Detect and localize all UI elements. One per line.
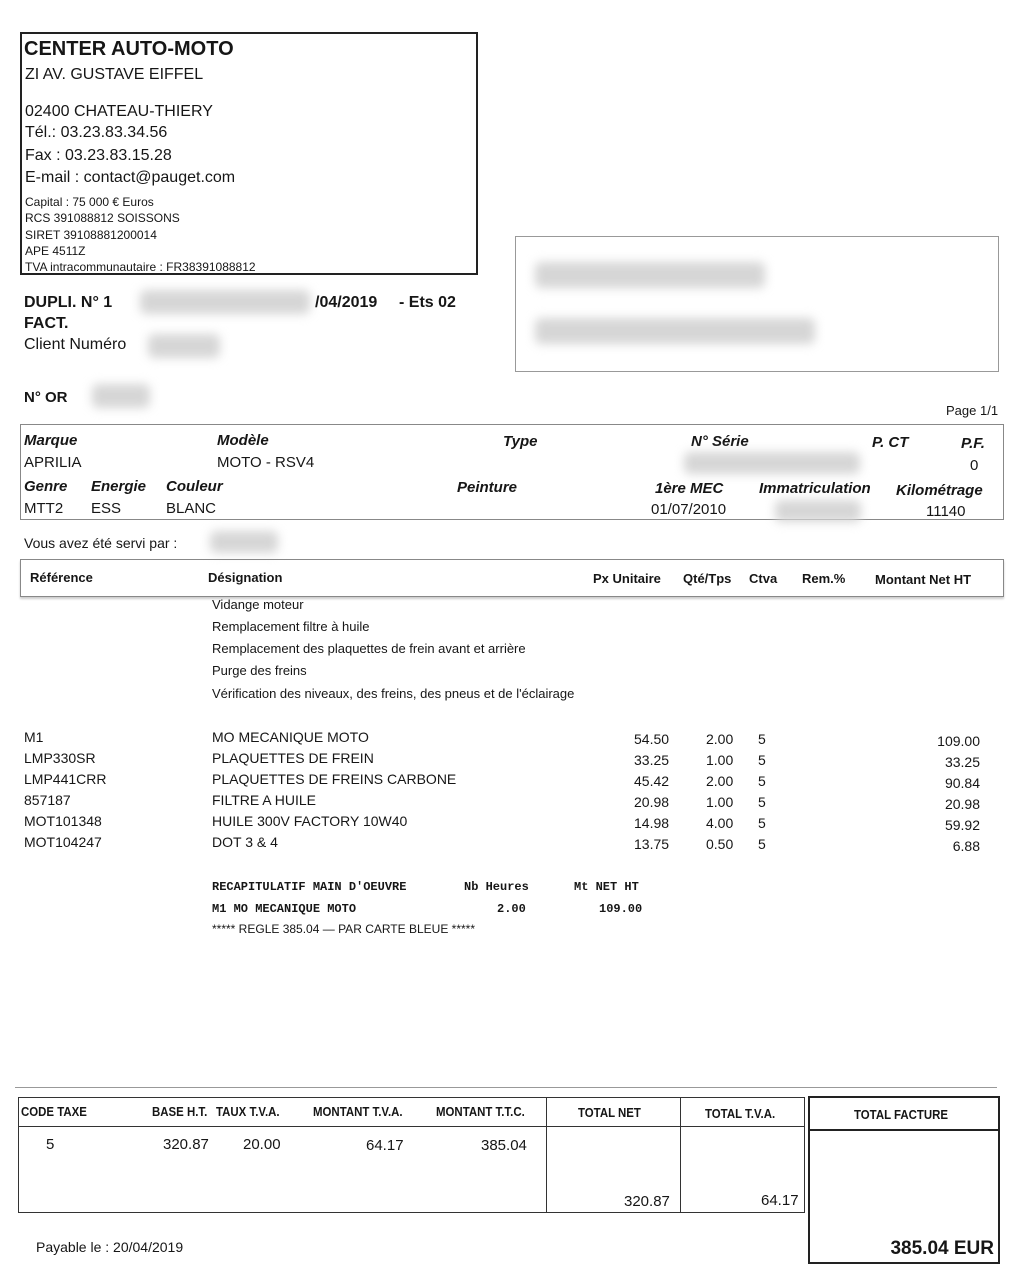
work-line: Remplacement des plaquettes de frein avant et arrière	[212, 641, 526, 656]
item-qte: 2.00	[706, 731, 734, 747]
company-ape: APE 4511Z	[25, 244, 86, 258]
label-base-ht: BASE H.T.	[152, 1104, 208, 1119]
item-ref: 857187	[24, 792, 71, 808]
item-montant: 109.00	[937, 733, 980, 749]
item-montant: 20.98	[944, 796, 980, 812]
label-immat: Immatriculation	[759, 480, 871, 497]
label-total-facture: TOTAL FACTURE	[854, 1107, 949, 1122]
value-base-ht: 320.87	[163, 1136, 209, 1153]
item-qte: 1.00	[706, 752, 734, 768]
header-rem: Rem.%	[802, 571, 846, 586]
label-couleur: Couleur	[166, 478, 223, 495]
recap-line-label: M1 MO MECANIQUE MOTO	[212, 902, 357, 916]
item-ctva: 5	[758, 773, 766, 789]
item-ref: M1	[24, 729, 44, 745]
establishment: - Ets 02	[399, 294, 456, 311]
label-genre: Genre	[24, 478, 68, 495]
item-montant: 6.88	[952, 838, 980, 854]
label-modele: Modèle	[217, 432, 269, 449]
redacted-address-line	[535, 318, 815, 344]
header-px-unitaire: Px Unitaire	[593, 571, 661, 586]
divider	[15, 1087, 997, 1088]
recap-line-mt: 109.00	[599, 902, 643, 916]
company-rcs: RCS 391088812 SOISSONS	[25, 211, 180, 225]
divider	[680, 1097, 681, 1213]
redacted-or-number	[92, 384, 150, 408]
item-px: 54.50	[634, 731, 670, 747]
redacted-registration	[775, 500, 861, 522]
item-ctva: 5	[758, 752, 766, 768]
item-ref: MOT104247	[24, 834, 102, 850]
label-type: Type	[503, 433, 538, 450]
item-qte: 4.00	[706, 815, 734, 831]
company-address-2: 02400 CHATEAU-THIERY	[25, 103, 213, 120]
dupli-number: DUPLI. N° 1	[24, 294, 113, 311]
company-email: E-mail : contact@pauget.com	[25, 169, 236, 186]
label-km: Kilométrage	[896, 482, 983, 499]
recap-mt-label: Mt NET HT	[574, 880, 639, 894]
value-montant-tva: 64.17	[366, 1137, 404, 1154]
label-peinture: Peinture	[457, 479, 518, 496]
payable-date: Payable le : 20/04/2019	[36, 1239, 184, 1255]
items-table-header	[20, 559, 1004, 597]
value-taux-tva: 20.00	[243, 1136, 281, 1153]
item-qte: 1.00	[706, 794, 734, 810]
item-ctva: 5	[758, 731, 766, 747]
header-ctva: Ctva	[749, 571, 778, 586]
label-total-net: TOTAL NET	[578, 1105, 641, 1120]
tax-summary-table	[18, 1097, 805, 1213]
label-total-tva: TOTAL T.V.A.	[705, 1106, 776, 1121]
or-label: N° OR	[24, 389, 68, 406]
divider	[18, 1126, 805, 1127]
recipient-address-box	[515, 236, 999, 372]
label-pct: P. CT	[872, 434, 909, 451]
recap-title: RECAPITULATIF MAIN D'OEUVRE	[212, 880, 407, 894]
item-ctva: 5	[758, 836, 766, 852]
company-capital: Capital : 75 000 € Euros	[25, 195, 154, 209]
work-line: Vérification des niveaux, des freins, des pneus et de l'éclairage	[212, 686, 575, 701]
payment-note: ***** REGLE 385.04 — PAR CARTE BLEUE *****	[212, 922, 476, 936]
divider	[546, 1097, 547, 1213]
label-pf: P.F.	[961, 435, 985, 452]
value-total-tva: 64.17	[761, 1192, 799, 1209]
item-qte: 2.00	[706, 773, 734, 789]
work-line: Purge des freins	[212, 663, 307, 678]
company-fax: Fax : 03.23.83.15.28	[25, 147, 172, 164]
company-name: CENTER AUTO-MOTO	[24, 38, 234, 60]
item-px: 14.98	[634, 815, 670, 831]
value-modele: MOTO - RSV4	[217, 454, 315, 471]
redacted-served-by	[210, 531, 278, 553]
label-marque: Marque	[24, 432, 78, 449]
item-montant: 90.84	[944, 775, 980, 791]
company-siret: SIRET 39108881200014	[25, 228, 157, 242]
item-ref: LMP330SR	[24, 750, 96, 766]
redacted-address-line	[535, 262, 765, 288]
item-qte: 0.50	[706, 836, 734, 852]
redacted-serial-number	[684, 452, 860, 474]
label-code-taxe: CODE TAXE	[21, 1104, 87, 1119]
value-total-facture: 385.04 EUR	[890, 1238, 994, 1259]
value-km: 11140	[926, 503, 966, 520]
page-indicator: Page 1/1	[946, 403, 999, 418]
item-ref: MOT101348	[24, 813, 102, 829]
item-designation: PLAQUETTES DE FREINS CARBONE	[212, 771, 457, 787]
item-ctva: 5	[758, 794, 766, 810]
redacted-client-number	[148, 334, 220, 358]
work-line: Remplacement filtre à huile	[212, 619, 370, 634]
fact-label: FACT.	[24, 315, 69, 332]
header-qte: Qté/Tps	[683, 571, 732, 586]
header-montant: Montant Net HT	[875, 572, 972, 587]
work-line: Vidange moteur	[212, 597, 304, 612]
value-couleur: BLANC	[166, 500, 217, 517]
divider	[808, 1129, 1000, 1131]
value-genre: MTT2	[24, 500, 64, 517]
value-pf: 0	[970, 457, 979, 474]
value-total-net: 320.87	[624, 1193, 670, 1210]
item-px: 33.25	[634, 752, 670, 768]
label-montant-tva: MONTANT T.V.A.	[313, 1104, 403, 1119]
header-designation: Désignation	[208, 570, 283, 585]
item-designation: FILTRE A HUILE	[212, 792, 316, 808]
value-montant-ttc: 385.04	[481, 1137, 527, 1154]
value-energie: ESS	[91, 500, 122, 517]
item-ctva: 5	[758, 815, 766, 831]
item-montant: 59.92	[944, 817, 980, 833]
item-px: 20.98	[634, 794, 670, 810]
value-mec: 01/07/2010	[651, 501, 727, 518]
redacted-invoice-number	[140, 290, 310, 314]
company-tel: Tél.: 03.23.83.34.56	[25, 124, 168, 141]
served-by-label: Vous avez été servi par :	[24, 535, 178, 551]
item-px: 45.42	[634, 773, 670, 789]
company-tva: TVA intracommunautaire : FR38391088812	[25, 260, 256, 274]
item-designation: HUILE 300V FACTORY 10W40	[212, 813, 408, 829]
recap-line-hours: 2.00	[497, 902, 526, 916]
label-serie: N° Série	[691, 433, 749, 450]
company-address-1: ZI AV. GUSTAVE EIFFEL	[25, 66, 204, 83]
label-montant-ttc: MONTANT T.T.C.	[436, 1104, 525, 1119]
value-code-taxe: 5	[46, 1136, 55, 1153]
item-montant: 33.25	[944, 754, 980, 770]
recap-hours-label: Nb Heures	[464, 880, 529, 894]
client-number-label: Client Numéro	[24, 336, 127, 353]
invoice-date: /04/2019	[315, 294, 378, 311]
item-px: 13.75	[634, 836, 670, 852]
value-marque: APRILIA	[24, 454, 82, 471]
item-ref: LMP441CRR	[24, 771, 107, 787]
label-mec: 1ère MEC	[655, 480, 724, 497]
label-taux-tva: TAUX T.V.A.	[216, 1104, 280, 1119]
header-reference: Référence	[30, 570, 93, 585]
item-designation: PLAQUETTES DE FREIN	[212, 750, 374, 766]
item-designation: DOT 3 & 4	[212, 834, 278, 850]
item-designation: MO MECANIQUE MOTO	[212, 729, 369, 745]
label-energie: Energie	[91, 478, 147, 495]
